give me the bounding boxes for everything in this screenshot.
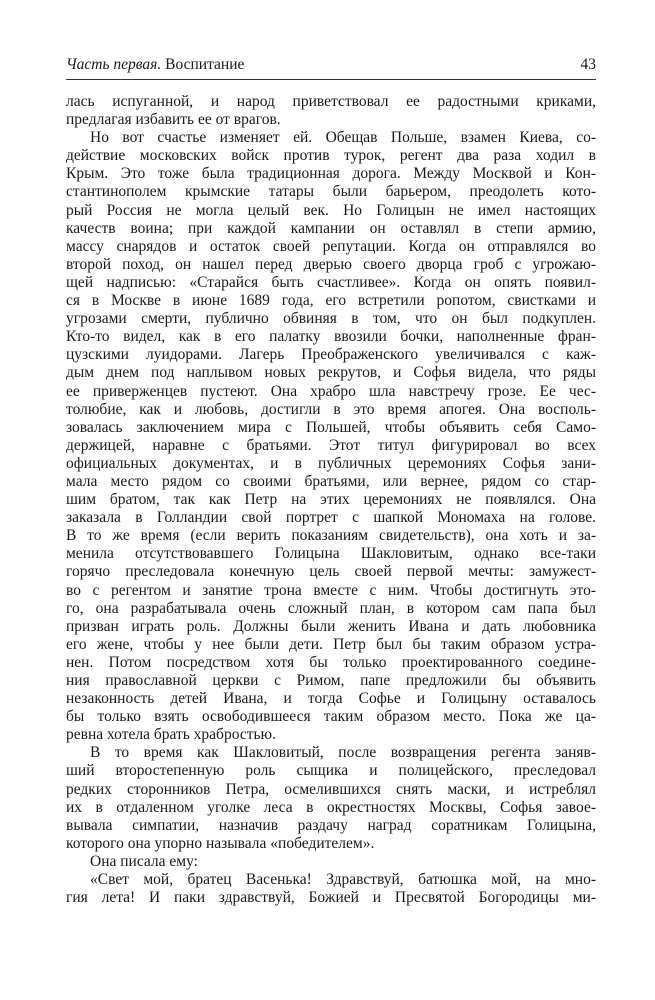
section-part-label: Часть первая. — [66, 56, 162, 73]
text-line: Кто-то видел, как в его палатку ввозили бочки, наполненные фран- — [66, 328, 596, 346]
text-line: лась испуганной, и народ приветствовал ее радостными криками, — [66, 93, 596, 110]
paragraph — [66, 93, 596, 129]
text-line: нен. Потом посредством хотя бы только проектированного соедине- — [66, 653, 596, 671]
text-line: действие московских войск против турок, регент два раза ходил в — [66, 147, 596, 165]
text-line: стантинополем крымские татары были барьером, преодолеть кото- — [66, 183, 596, 201]
text-line: менила отсутствовавшего Голицына Шакловитым, однако все-таки — [66, 545, 596, 563]
text-line: Крым. Это тоже была традиционная дорога. Между Москвой и Кон- — [66, 165, 596, 183]
text-line: зовалась заключением мира с Польшей, чтобы объявить себя Само- — [66, 418, 596, 436]
text-line: заказала в Голландии свой портрет с шапкой Мономаха на голове. — [66, 509, 596, 527]
book-page — [66, 0, 596, 1000]
text-line: его жене, чтобы у нее были дети. Петр был бы таким образом устра- — [66, 635, 596, 653]
paragraph — [66, 853, 596, 871]
text-line: официальных документах, и в публичных церемониях Софья зани- — [66, 454, 596, 472]
text-line: вывала симпатии, назначив раздачу наград соратникам Голицына, — [66, 816, 596, 834]
text-line: бы только взять освободившееся таким образом место. Пока же ца- — [66, 708, 596, 726]
section-title: Воспитание — [165, 56, 245, 73]
running-head — [66, 55, 596, 79]
text-line: «Свет мой, братец Васенька! Здравствуй, батюшка мой, на мно- — [90, 871, 596, 889]
text-line: массу снарядов и остаток своей репутации. Когда он отправлялся во — [66, 237, 596, 255]
text-line: цузскими луидорами. Лагерь Преображенского увеличивался с каж- — [66, 346, 596, 364]
text-line: качеств воина; при каждой кампании он оставлял в степи армию, — [66, 219, 596, 237]
paragraph — [66, 744, 596, 853]
text-line: которого она упорно называла «победителем». — [66, 834, 375, 852]
paragraph — [66, 129, 596, 744]
text-line: второй поход, он нашел перед дверью своего дворца гроб с угрожаю- — [66, 255, 596, 273]
text-line: гия лета! И паки здравствуй, Божией и Пресвятой Богородицы ми- — [66, 889, 596, 907]
text-line: В то время как Шакловитый, после возвращения регента заняв- — [90, 744, 596, 762]
text-line: шим братом, так как Петр на этих церемониях не появлялся. Она — [66, 491, 596, 509]
text-line: В то же время (если верить показаниям свидетельств), она хоть и за- — [66, 527, 596, 545]
text-line: их в отдаленном уголке леса в окрестностях Москвы, Софья завое- — [66, 798, 596, 816]
text-line: предлагая избавить ее от врагов. — [66, 111, 281, 129]
text-line: щей надписью: «Старайся быть счастливее». Когда он опять появил- — [66, 273, 596, 291]
text-line: незаконность детей Ивана, и тогда Софье и Голицыну оставалось — [66, 690, 596, 708]
text-line: ревна хотела брать храбростью. — [66, 726, 277, 744]
text-line: рый Россия не могла целый век. Но Голицын не имел настоящих — [66, 201, 596, 219]
text-line: толюбие, как и любовь, достигли в это время апогея. Она восполь- — [66, 400, 596, 418]
body-text — [66, 93, 596, 907]
text-line: угрозами смерти, публично обвиняя в том, что он был подкуплен. — [66, 310, 596, 328]
text-line: мала место рядом со своими братьями, или вернее, рядом со стар- — [66, 472, 596, 490]
text-line: ния православной церкви с Римом, папе предложили бы объявить — [66, 672, 596, 689]
text-line: во с регентом и занятие трона вместе с ним. Чтобы достигнуть это- — [66, 581, 596, 599]
text-line: ший второстепенную роль сыщика и полицейского, преследовал — [66, 762, 596, 780]
text-line: дым днем под наплывом новых рекрутов, и Софья видела, что ряды — [66, 364, 596, 382]
text-line: ее приверженцев пустеют. Она храбро шла навстречу грозе. Ее чес- — [66, 382, 596, 400]
text-line: ся в Москве в июне 1689 года, его встретили ропотом, свистками и — [66, 292, 596, 310]
text-line: редких сторонников Петра, осмелившихся снять маски, и истреблял — [66, 780, 596, 798]
text-line: го, она разрабатывала очень сложный план, в котором сам папа был — [66, 599, 596, 617]
page-number: 43 — [580, 56, 596, 73]
text-line: Но вот счастье изменяет ей. Обещав Польше, взамен Киева, со- — [90, 129, 596, 147]
text-line: горячо преследовала конечную цель своей первой мечты: замужест- — [66, 563, 596, 581]
paragraph — [66, 871, 596, 907]
text-line: призван играть роль. Должны были женить Ивана и дать любовника — [66, 617, 596, 635]
text-line: Она писала ему: — [90, 852, 198, 870]
header-rule — [66, 79, 596, 80]
text-line: держицей, наравне с братьями. Этот титул фигурировал во всех — [66, 436, 596, 454]
